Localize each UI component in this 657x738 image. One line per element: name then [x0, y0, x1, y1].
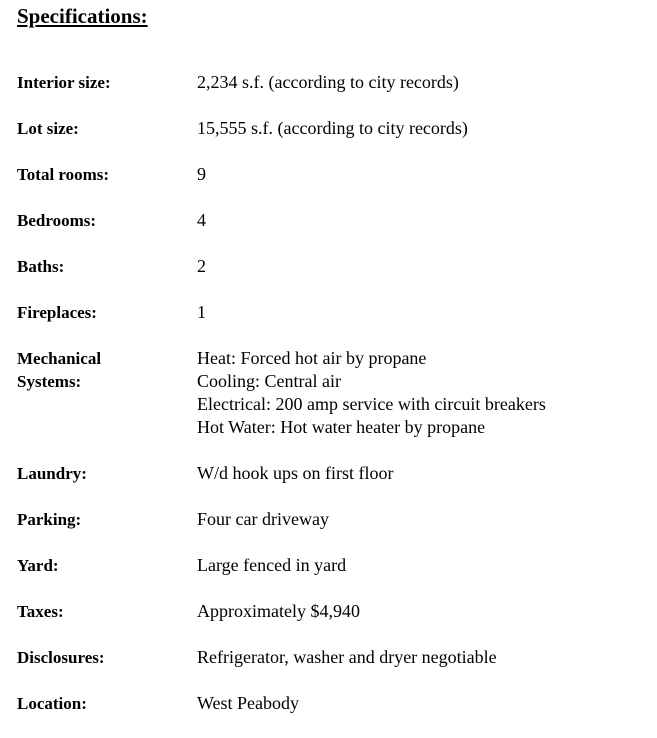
spec-row-taxes	[17, 600, 647, 623]
spec-row-laundry	[17, 462, 647, 485]
spec-label: Baths:	[17, 257, 65, 276]
spec-value: Four car driveway	[197, 509, 329, 529]
spec-row-parking	[17, 508, 647, 531]
spec-label: Yard:	[17, 556, 59, 575]
spec-label: Interior size:	[17, 73, 111, 92]
spec-label: Taxes:	[17, 602, 64, 621]
spec-row-mechanical-systems	[17, 347, 647, 439]
spec-value: 15,555 s.f. (according to city records)	[197, 118, 468, 138]
spec-label: Laundry:	[17, 464, 87, 483]
spec-row-baths	[17, 255, 647, 278]
spec-value: West Peabody	[197, 693, 300, 713]
spec-row-interior-size	[17, 71, 647, 94]
page-title: Specifications:	[17, 4, 148, 28]
spec-row-location	[17, 692, 647, 715]
spec-label: Bedrooms:	[17, 211, 97, 230]
specifications-list	[17, 71, 647, 738]
spec-label: Location:	[17, 694, 87, 713]
spec-label: Disclosures:	[17, 648, 105, 667]
spec-value: W/d hook ups on first floor	[197, 463, 394, 483]
spec-row-total-rooms	[17, 163, 647, 186]
mechanical-cooling: Cooling: Central air	[197, 371, 341, 391]
spec-label: Lot size:	[17, 119, 79, 138]
spec-value-multiline	[197, 347, 546, 439]
spec-row-bedrooms	[17, 209, 647, 232]
mechanical-heat: Heat: Forced hot air by propane	[197, 348, 427, 368]
spec-label: Mechanical Systems:	[17, 349, 102, 391]
spec-value: 2	[197, 256, 206, 276]
mechanical-hot-water: Hot Water: Hot water heater by propane	[197, 417, 486, 437]
spec-value: 4	[197, 210, 206, 230]
spec-row-fireplaces	[17, 301, 647, 324]
spec-value: Approximately $4,940	[197, 601, 360, 621]
spec-row-lot-size	[17, 117, 647, 140]
spec-value: 2,234 s.f. (according to city records)	[197, 72, 459, 92]
spec-value: 9	[197, 164, 206, 184]
spec-value: Refrigerator, washer and dryer negotiable	[197, 647, 497, 667]
spec-row-yard	[17, 554, 647, 577]
spec-label: Parking:	[17, 510, 82, 529]
spec-value: Large fenced in yard	[197, 555, 347, 575]
spec-value: 1	[197, 302, 206, 322]
spec-row-disclosures	[17, 646, 647, 669]
spec-label: Fireplaces:	[17, 303, 97, 322]
spec-label: Total rooms:	[17, 165, 110, 184]
mechanical-electrical: Electrical: 200 amp service with circuit breakers	[197, 394, 546, 414]
